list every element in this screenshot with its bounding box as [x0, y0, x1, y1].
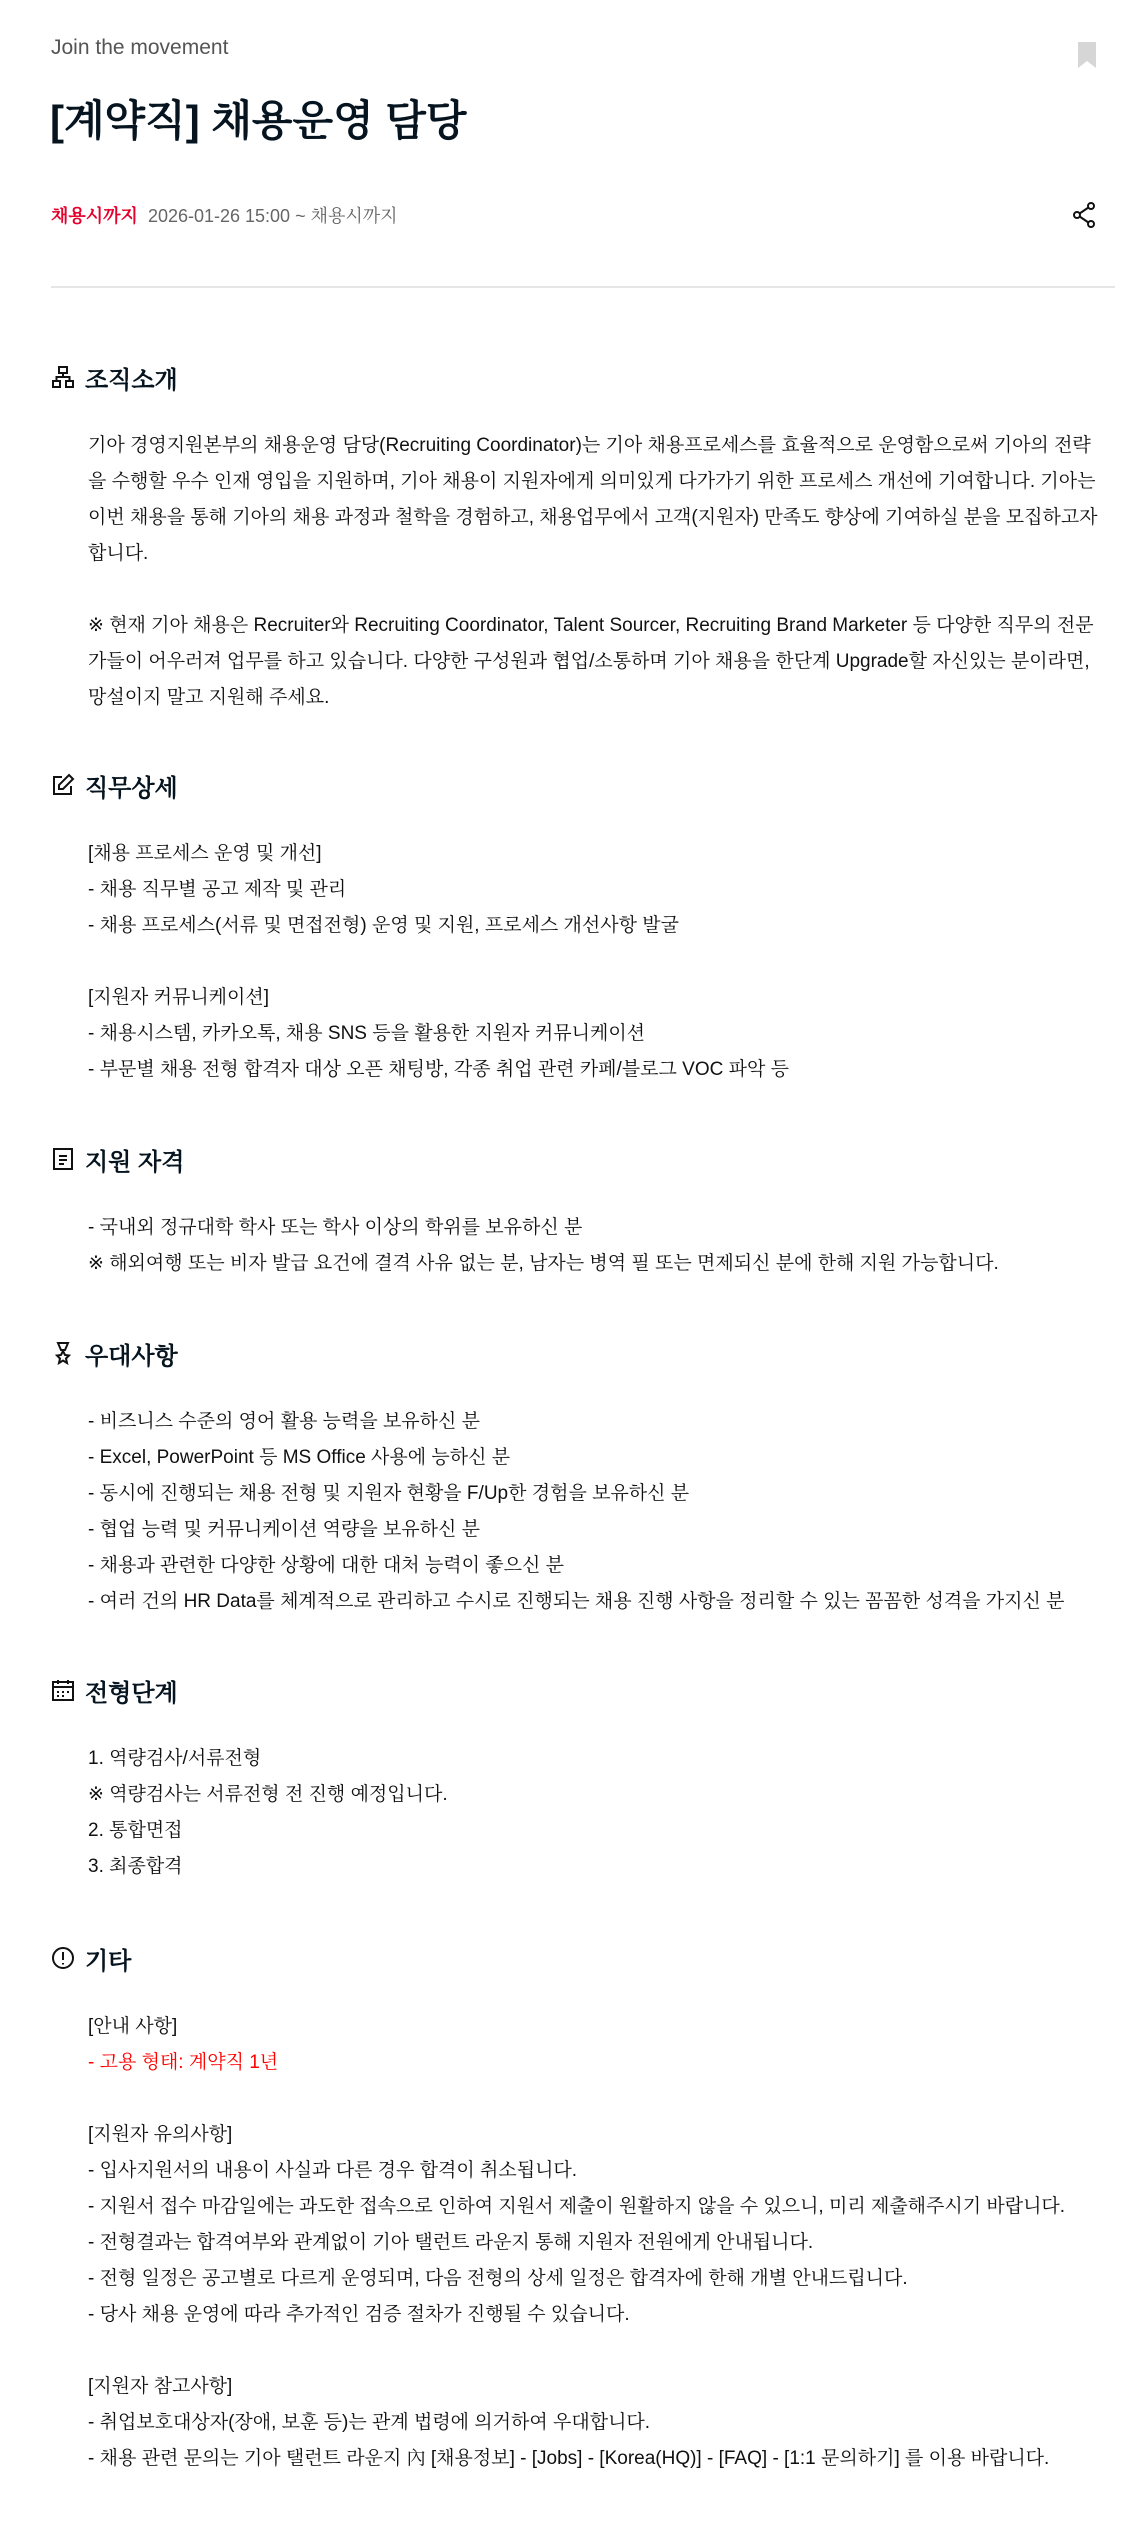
section-title: 지원 자격	[85, 1148, 185, 1176]
section-body	[88, 428, 1103, 716]
text-line: - 당사 채용 운영에 따라 추가적인 검증 절차가 진행될 수 있습니다.	[88, 2304, 630, 2325]
text-line: 3. 최종합격	[88, 1856, 183, 1877]
text-line: - 부문별 채용 전형 합격자 대상 오픈 채팅방, 각종 취업 관련 카페/블로그 VOC 파악 등	[88, 1059, 789, 1080]
text-line: [지원자 커뮤니케이션]	[88, 987, 270, 1008]
text-line: ※ 해외여행 또는 비자 발급 요건에 결격 사유 없는 분, 남자는 병역 필 또는 면제되신 분에 한해 지원 가능합니다.	[88, 1253, 999, 1274]
section-etc	[51, 1941, 1101, 2477]
text-line: - 채용과 관련한 다양한 상황에 대한 대처 능력이 좋으신 분	[88, 1555, 564, 1576]
blank-line	[88, 2081, 1098, 2117]
date-range: 2026-01-26 15:00 ~ 채용시까지	[147, 206, 398, 226]
section-header	[51, 1336, 1101, 1370]
page-title: [계약직] 채용운영 담당	[50, 97, 467, 144]
section-header	[51, 1673, 1101, 1707]
text-line: - 채용 직무별 공고 제작 및 관리	[88, 879, 347, 900]
text-line: - 비즈니스 수준의 영어 활용 능력을 보유하신 분	[88, 1411, 481, 1432]
text-line: - 채용시스템, 카카오톡, 채용 SNS 등을 활용한 지원자 커뮤니케이션	[88, 1023, 646, 1044]
text-line: - 지원서 접수 마감일에는 과도한 접속으로 인하여 지원서 제출이 원활하지 않을 수 있으니, 미리 제출해주시기 바랍니다.	[88, 2196, 1066, 2217]
section-title: 조직소개	[85, 366, 178, 394]
text-line: 1. 역량검사/서류전형	[88, 1748, 262, 1769]
section-body	[88, 1210, 1098, 1282]
org-chart-icon	[51, 365, 75, 389]
section-pref	[51, 1336, 1101, 1620]
text-line: - 고용 형태: 계약직 1년	[88, 2052, 279, 2073]
section-title: 전형단계	[85, 1679, 178, 1707]
bookmark-icon[interactable]	[1078, 42, 1096, 68]
text-line: ※ 현재 기아 채용은 Recruiter와 Recruiting Coordinator, Talent Sourcer, Recruiting Brand Marketer 등 다양한 직무의 전문가들이 어우러져 업무를 하고 있습니다. 다양한 구성원과 협업/소통하며 기아 채용을 한단계 Upgrade할 자신있는 분이라면, 망설이지 말고 지원해 주세요.	[88, 615, 1095, 708]
text-line: [지원자 참고사항]	[88, 2376, 233, 2397]
section-body	[88, 1404, 1098, 1620]
section-header	[51, 1142, 1101, 1176]
blank-line	[88, 2333, 1098, 2369]
share-icon[interactable]	[1072, 202, 1096, 228]
text-line: - 국내외 정규대학 학사 또는 학사 이상의 학위를 보유하신 분	[88, 1217, 583, 1238]
section-title: 직무상세	[85, 774, 178, 802]
text-line: - 채용 프로세스(서류 및 면접전형) 운영 및 지원, 프로세스 개선사항 발굴	[88, 915, 679, 936]
section-org	[51, 360, 1101, 716]
section-title: 기타	[85, 1947, 132, 1975]
text-line: 2. 통합면접	[88, 1820, 183, 1841]
section-body	[88, 2009, 1098, 2477]
text-line: 기아 경영지원본부의 채용운영 담당(Recruiting Coordinator)는 기아 채용프로세스를 효율적으로 운영함으로써 기아의 전략을 수행할 우수 인재 영입을 지원하며, 기아 채용이 지원자에게 의미있게 다가가기 위한 프로세스 개선에 기여합니다. 기아는 이번 채용을 통해 기아의 채용 과정과 철학을 경험하고, 채용업무에서 고객(지원자) 만족도 향상에 기여하실 분을 모집하고자 합니다.	[88, 435, 1103, 564]
text-line: [지원자 유의사항]	[88, 2124, 233, 2145]
section-body	[88, 836, 1098, 1088]
award-icon	[51, 1341, 75, 1365]
section-duty	[51, 768, 1101, 1088]
text-line: [안내 사항]	[88, 2016, 178, 2037]
section-title: 우대사항	[85, 1342, 178, 1370]
deadline-row	[51, 202, 398, 228]
document-icon	[51, 1147, 75, 1171]
section-header	[51, 360, 1101, 394]
text-line: ※ 역량검사는 서류전형 전 진행 예정입니다.	[88, 1784, 448, 1805]
text-line: - 협업 능력 및 커뮤니케이션 역량을 보유하신 분	[88, 1519, 481, 1540]
text-line: - 동시에 진행되는 채용 전형 및 지원자 현황을 F/Up한 경험을 보유하신 분	[88, 1483, 690, 1504]
alert-circle-icon	[51, 1946, 75, 1970]
text-line: - 입사지원서의 내용이 사실과 다른 경우 합격이 취소됩니다.	[88, 2160, 578, 2181]
text-line: - 채용 관련 문의는 기아 탤런트 라운지 內 [채용정보] - [Jobs] - [Korea(HQ)] - [FAQ] - [1:1 문의하기] 를 이용 바랍니다.	[88, 2448, 1050, 2469]
section-qual	[51, 1142, 1101, 1282]
text-line: - Excel, PowerPoint 등 MS Office 사용에 능하신 분	[88, 1447, 511, 1468]
kicker: Join the movement	[51, 36, 229, 59]
divider	[51, 286, 1115, 288]
text-line: - 전형 일정은 공고별로 다르게 운영되며, 다음 전형의 상세 일정은 합격자에 한해 개별 안내드립니다.	[88, 2268, 908, 2289]
text-line: [채용 프로세스 운영 및 개선]	[88, 843, 322, 864]
section-process	[51, 1673, 1101, 1885]
text-line: - 취업보호대상자(장애, 보훈 등)는 관계 법령에 의거하여 우대합니다.	[88, 2412, 651, 2433]
section-header	[51, 768, 1101, 802]
section-header	[51, 1941, 1101, 1975]
blank-line	[88, 572, 1098, 608]
edit-icon	[51, 773, 75, 797]
text-line: - 여러 건의 HR Data를 체계적으로 관리하고 수시로 진행되는 채용 진행 사항을 정리할 수 있는 꼼꼼한 성격을 가지신 분	[88, 1591, 1065, 1612]
section-body	[88, 1741, 1098, 1885]
deadline-label: 채용시까지	[51, 206, 138, 226]
blank-line	[88, 944, 1098, 980]
text-line: - 전형결과는 합격여부와 관계없이 기아 탤런트 라운지 통해 지원자 전원에게 안내됩니다.	[88, 2232, 814, 2253]
calendar-icon	[51, 1678, 75, 1702]
